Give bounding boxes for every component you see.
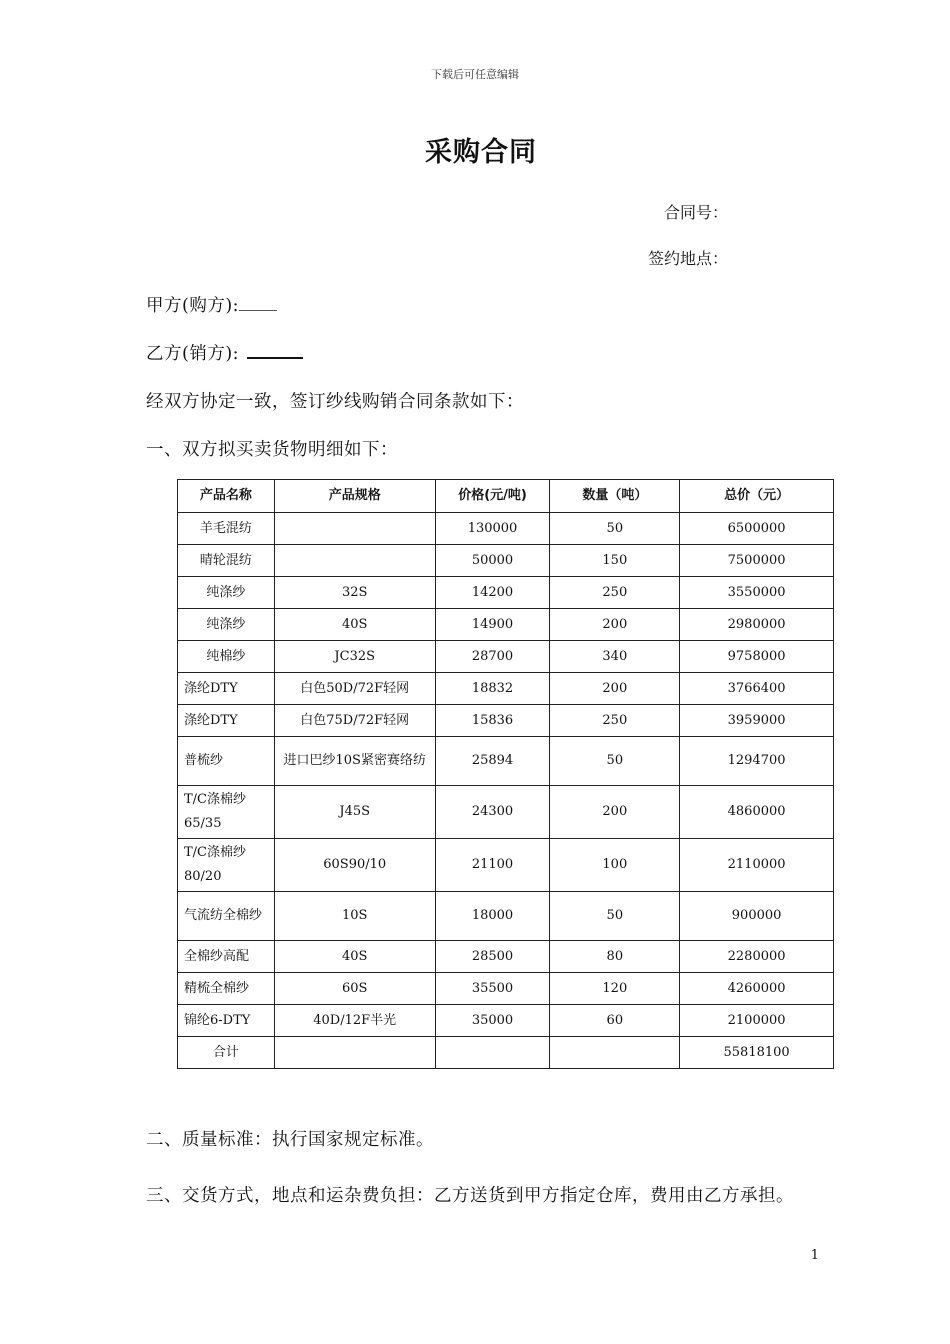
table-row [178,737,834,786]
table-total-row [178,1037,834,1069]
section-1-heading: 一、双方拟买卖货物明细如下： [146,440,398,460]
cell-price: 21100 [435,839,550,892]
cell-price: 14900 [435,609,550,641]
total-label: 合计 [178,1037,275,1069]
cell-name: 全棉纱高配 [178,941,275,973]
table-row [178,1005,834,1037]
table-row [178,609,834,641]
header-product-name: 产品名称 [178,480,275,513]
table-row [178,839,834,892]
cell-price: 18832 [435,673,550,705]
header-price: 价格(元/吨) [435,480,550,513]
cell-spec: 60S90/10 [274,839,435,892]
signing-place-label: 签约地点： [647,249,728,268]
cell-name: T/C涤棉纱65/35 [178,786,275,839]
cell-price: 28700 [435,641,550,673]
cell-qty: 50 [550,513,680,545]
cell-total: 3959000 [680,705,834,737]
cell-price: 15836 [435,705,550,737]
header-product-spec: 产品规格 [274,480,435,513]
cell-spec: J45S [274,786,435,839]
total-value: 55818100 [680,1037,834,1069]
cell-spec: 进口巴纱10S紧密赛络纺 [274,737,435,786]
cell-total: 7500000 [680,545,834,577]
cell-price: 35500 [435,973,550,1005]
table-row [178,941,834,973]
party-b-blank [247,357,303,359]
party-b-label: 乙方(销方): [146,344,240,364]
table-row [178,545,834,577]
header-total: 总价（元） [680,480,834,513]
cell-spec: 白色75D/72F轻网 [274,705,435,737]
cell-spec: 40D/12F半光 [274,1005,435,1037]
cell-qty: 200 [550,786,680,839]
cell-name: 羊毛混纺 [178,513,275,545]
document-title: 采购合同 [425,137,537,168]
cell-total: 4260000 [680,973,834,1005]
cell-name: T/C涤棉纱80/20 [178,839,275,892]
table-row [178,705,834,737]
party-a-blank [239,310,277,311]
cell-price: 24300 [435,786,550,839]
cell-name: 纯涤纱 [178,577,275,609]
party-a-line [146,292,277,317]
cell-name: 锦纶6-DTY [178,1005,275,1037]
cell-name: 涤纶DTY [178,673,275,705]
cell-total: 4860000 [680,786,834,839]
cell-price: 130000 [435,513,550,545]
cell-name: 纯涤纱 [178,609,275,641]
cell-empty [435,1037,550,1069]
cell-qty: 100 [550,839,680,892]
cell-total: 6500000 [680,513,834,545]
cell-total: 3766400 [680,673,834,705]
cell-price: 35000 [435,1005,550,1037]
cell-qty: 120 [550,973,680,1005]
table-row [178,673,834,705]
table-row [178,973,834,1005]
cell-qty: 80 [550,941,680,973]
table-row [178,641,834,673]
cell-name: 精梳全棉纱 [178,973,275,1005]
cell-spec [274,513,435,545]
cell-qty: 340 [550,641,680,673]
cell-spec: 10S [274,892,435,941]
cell-spec: JC32S [274,641,435,673]
cell-total: 2100000 [680,1005,834,1037]
section-2-text: 二、质量标准：执行国家规定标准。 [146,1130,434,1150]
header-quantity: 数量（吨） [550,480,680,513]
cell-spec [274,545,435,577]
cell-qty: 250 [550,705,680,737]
cell-price: 50000 [435,545,550,577]
cell-total: 1294700 [680,737,834,786]
contract-number-label: 合同号： [663,203,728,222]
cell-empty [550,1037,680,1069]
cell-name: 涤纶DTY [178,705,275,737]
cell-price: 14200 [435,577,550,609]
page-number: 1 [810,1248,819,1263]
cell-name: 气流纺全棉纱 [178,892,275,941]
cell-name: 普梳纱 [178,737,275,786]
header-note: 下载后可任意编辑 [431,68,519,81]
cell-total: 900000 [680,892,834,941]
cell-qty: 150 [550,545,680,577]
cell-qty: 200 [550,673,680,705]
cell-empty [274,1037,435,1069]
cell-name: 纯棉纱 [178,641,275,673]
cell-qty: 250 [550,577,680,609]
cell-price: 25894 [435,737,550,786]
cell-qty: 200 [550,609,680,641]
cell-spec: 40S [274,609,435,641]
table-row [178,892,834,941]
table-header-row [178,480,834,513]
cell-total: 2280000 [680,941,834,973]
cell-total: 3550000 [680,577,834,609]
cell-qty: 50 [550,892,680,941]
cell-total: 2980000 [680,609,834,641]
cell-qty: 50 [550,737,680,786]
cell-spec: 32S [274,577,435,609]
intro-text: 经双方协定一致，签订纱线购销合同条款如下： [146,392,524,412]
cell-name: 晴轮混纺 [178,545,275,577]
cell-price: 28500 [435,941,550,973]
cell-qty: 60 [550,1005,680,1037]
cell-price: 18000 [435,892,550,941]
cell-spec: 40S [274,941,435,973]
table-row [178,577,834,609]
party-b-line [146,340,303,365]
table-row [178,786,834,839]
goods-table [177,479,834,1069]
cell-total: 9758000 [680,641,834,673]
cell-spec: 白色50D/72F轻网 [274,673,435,705]
cell-spec: 60S [274,973,435,1005]
section-3-text: 三、交货方式，地点和运杂费负担：乙方送货到甲方指定仓库，费用由乙方承担。 [146,1186,794,1206]
cell-total: 2110000 [680,839,834,892]
table-row [178,513,834,545]
party-a-label: 甲方(购方): [146,296,240,316]
